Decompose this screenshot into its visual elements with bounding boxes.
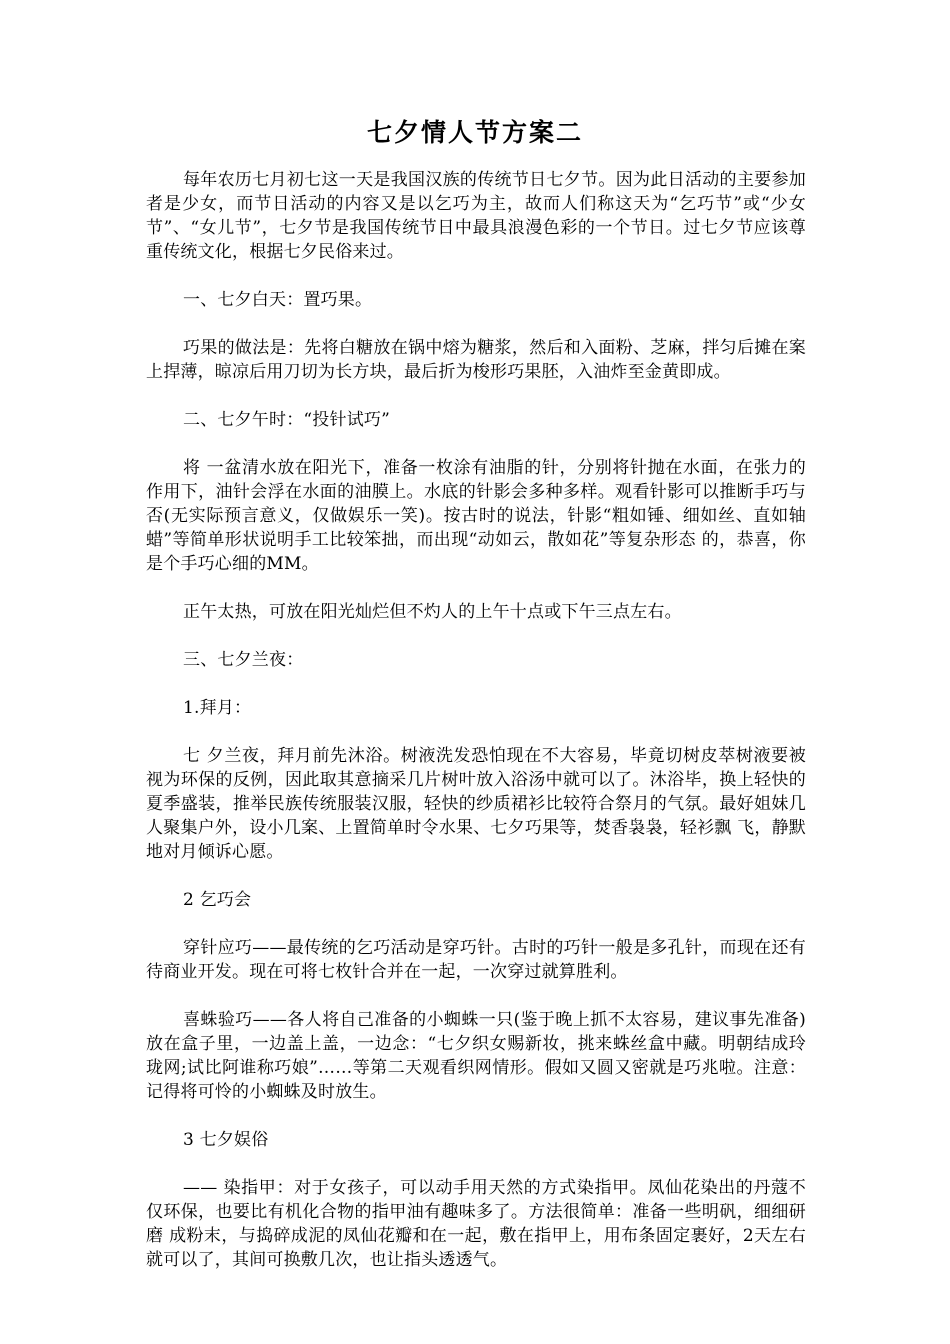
section-heading-daytime: 一、七夕白天：置巧果。 (183, 290, 373, 310)
document-title: 七夕情人节方案二 (366, 118, 583, 147)
intro-paragraph: 每年农历七月初七这一天是我国汉族的传统节日七夕节。因为此日活动的主要参加者是少女，而节日活动的内容又是以乞巧为主，故而人们称这天为“乞巧节”或“少女节”、“女儿节”，七夕节是我国传统节日中最具浪漫色彩的一个节日。过七夕节应该尊重传统文化，根据七夕民俗来过。 (146, 170, 806, 262)
nail-dye-paragraph: —— 染指甲：对于女孩子，可以动手用天然的方式染指甲。凤仙花染出的丹蔻不仅环保，也要比有机化合物的指甲油有趣味多了。方法很简单：准备一些明矾，细细研磨 成粉末，与捣碎成泥的凤仙花瓣和在一起，敷在指甲上，用布条固定裹好，2天左右就可以了，其间可换敷几次，也让指头透透气。 (146, 1178, 806, 1270)
section-heading-night: 三、七夕兰夜： (183, 650, 304, 670)
moon-worship-paragraph: 七 夕兰夜，拜月前先沐浴。树液洗发恐怕现在不大容易，毕竟切树皮萃树液要被视为环保的反例，因此取其意摘采几片树叶放入浴汤中就可以了。沐浴毕，换上轻快的 夏季盛装，推举民族传统服装汉服，轻快的纱质裙衫比较符合祭月的气氛。最好姐妹几人聚集户外，设小几案、上置简单时令水果、七夕巧果等，焚香袅袅，轻衫飘 飞，静默地对月倾诉心愿。 (146, 746, 806, 862)
qiaoguo-paragraph: 巧果的做法是：先将白糖放在锅中熔为糖浆，然后和入面粉、芝麻，拌匀后摊在案上捍薄，晾凉后用刀切为长方块，最后折为梭形巧果胚，入油炸至金黄即成。 (146, 338, 806, 382)
subheading-moon-worship: 1.拜月： (183, 698, 252, 718)
subheading-customs: 3 七夕娱俗 (183, 1130, 269, 1150)
subheading-qiqiao-party: 2 乞巧会 (183, 890, 252, 910)
needle-threading-paragraph: 穿针应巧——最传统的乞巧活动是穿巧针。古时的巧针一般是多孔针，而现在还有待商业开发。现在可将七枚针合并在一起，一次穿过就算胜利。 (146, 938, 806, 982)
section-heading-noon: 二、七夕午时：“投针试巧” (183, 410, 390, 430)
noon-tip-paragraph: 正午太热，可放在阳光灿烂但不灼人的上午十点或下午三点左右。 (183, 602, 682, 622)
document-body (146, 168, 806, 1296)
spider-paragraph: 喜蛛验巧——各人将自己准备的小蜘蛛一只(鉴于晚上抓不太容易，建议事先准备)放在盒子里，一边盖上盖，一边念：“七夕织女赐新妆，挑来蛛丝盒中藏。明朝结成玲珑网;试比阿谁称巧娘”……等第二天观看织网情形。假如又圆又密就是巧兆啦。注意：记得将可怜的小蜘蛛及时放生。 (146, 1010, 806, 1102)
needle-test-paragraph: 将 一盆清水放在阳光下，准备一枚涂有油脂的针，分别将针抛在水面，在张力的作用下，油针会浮在水面的油膜上。水底的针影会多种多样。观看针影可以推断手巧与 否(无实际预言意义，仅做娱乐一笑)。按古时的说法，针影“粗如锤、细如丝、直如轴蜡”等简单形状说明手工比较笨拙，而出现“动如云，散如花”等复杂形态 的，恭喜，你是个手巧心细的MM。 (146, 458, 806, 574)
